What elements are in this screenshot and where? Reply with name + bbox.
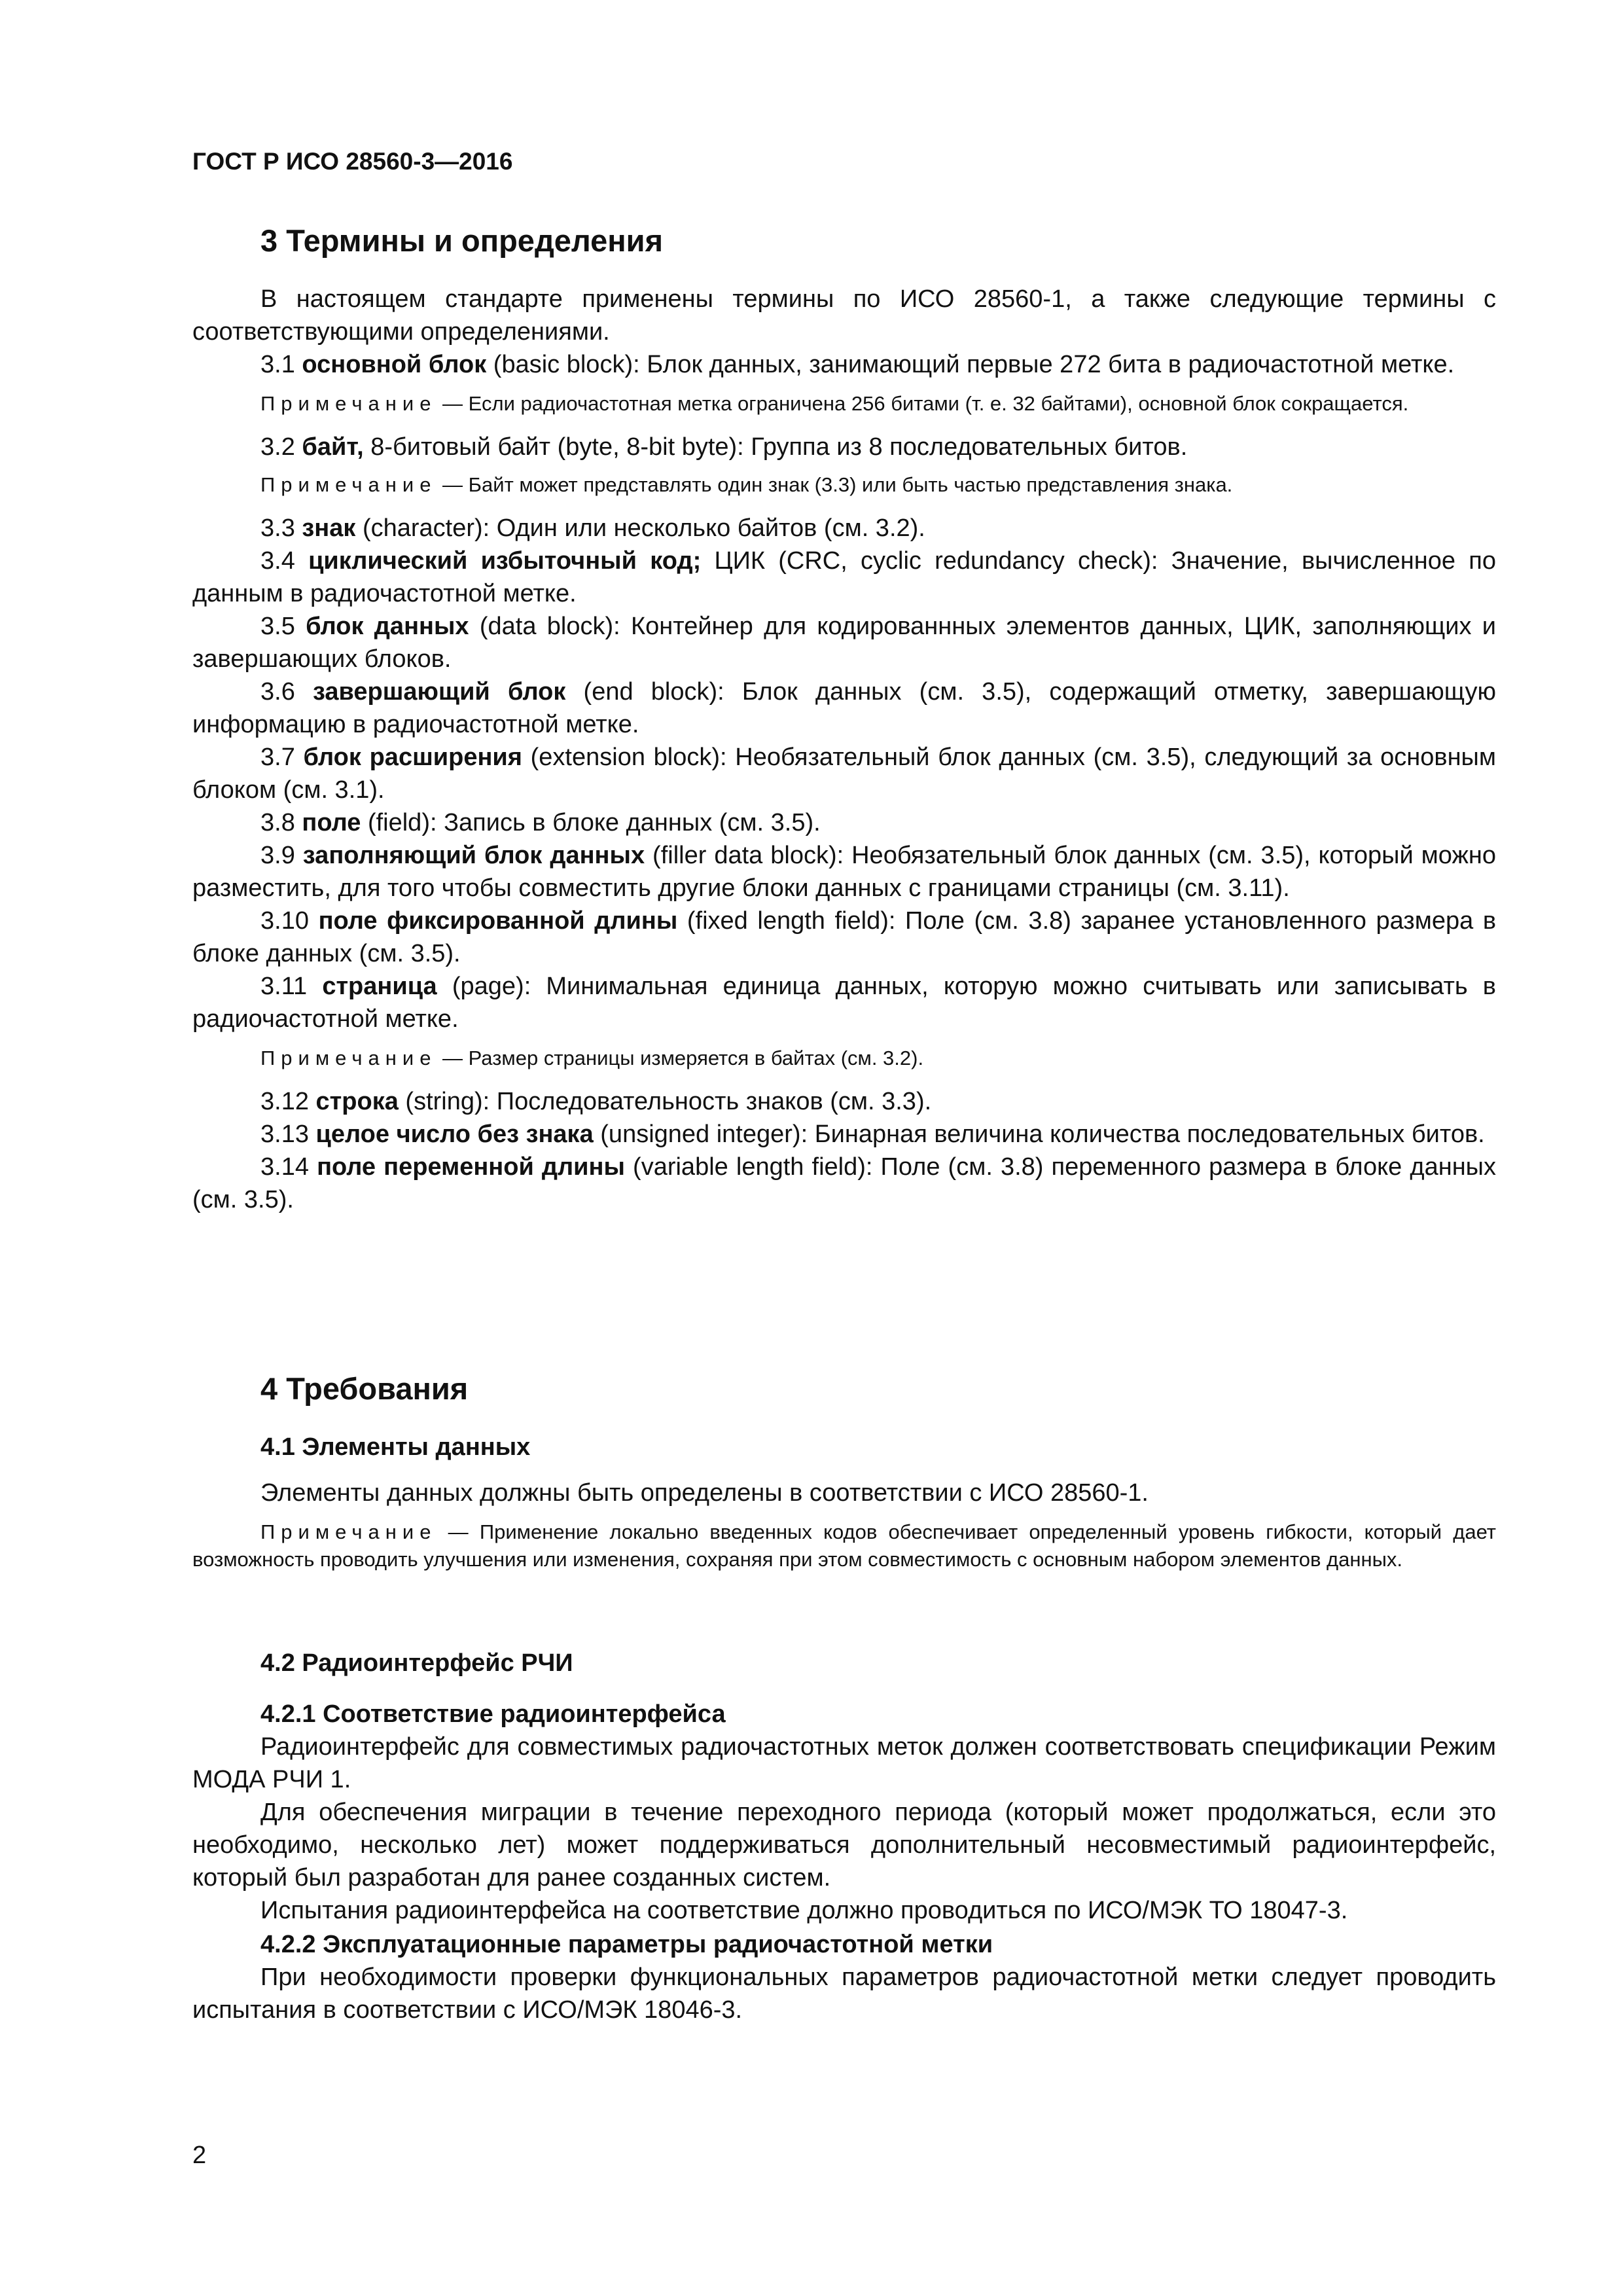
term-3-5: 3.5 блок данных (data block): Контейнер для кодированнных элементов данных, ЦИК, заполняющих и завершающих блоков. (192, 613, 1496, 673)
section-4-title: 4 Требования (260, 1371, 469, 1406)
note-3: Примечание — Размер страницы измеряется в байтах (см. 3.2). (260, 1047, 924, 1069)
section-4-2-1-title: 4.2.1 Соответствие радиоинтерфейса (260, 1700, 726, 1728)
page-number: 2 (192, 2142, 207, 2169)
section-4-2-2-title: 4.2.2 Эксплуатационные параметры радиочастотной метки (260, 1931, 993, 1958)
section-4-2-2-body (192, 1961, 1496, 2026)
term-3-14: 3.14 поле переменной длины (variable length field): Поле (см. 3.8) переменного размера в блоке данных (см. 3.5). (192, 1153, 1496, 1213)
section-4-1-body (192, 1477, 1496, 1573)
note-4: Примечание — Применение локально введенных кодов обеспечивает определенный уровень гибкости, который дает возможность проводить улучшения или изменения, сохраняя при этом совместимость с основным набором элементов данных. (192, 1520, 1496, 1571)
section-4-2-1-p1: Радиоинтерфейс для совместимых радиочастотных меток должен соответствовать спецификации Режим МОДА РЧИ 1. (192, 1733, 1496, 1793)
section-4-1-text: Элементы данных должны быть определены в соответствии с ИСО 28560-1. (260, 1479, 1149, 1507)
term-3-13: 3.13 целое число без знака (unsigned integer): Бинарная величина количества последовательных битов. (260, 1121, 1485, 1148)
term-3-12: 3.12 строка (string): Последовательность знаков (см. 3.3). (260, 1088, 932, 1115)
section-4-1-title: 4.1 Элементы данных (260, 1433, 531, 1461)
section-3-title: 3 Термины и определения (260, 223, 663, 258)
section-4-2-2-p1: При необходимости проверки функциональных параметров радиочастотной метки следует проводить испытания в соответствии с ИСО/МЭК 18046-3. (192, 1964, 1496, 2024)
term-3-1: 3.1 основной блок (basic block): Блок данных, занимающий первые 272 бита в радиочастотной метке. (260, 351, 1455, 378)
term-3-10: 3.10 поле фиксированной длины (fixed length field): Поле (см. 3.8) заранее установленного размера в блоке данных (см. 3.5). (192, 907, 1497, 967)
note-1: Примечание — Если радиочастотная метка ограничена 256 битами (т. е. 32 байтами), основной блок сокращается. (260, 392, 1409, 415)
section-3-body (192, 283, 1496, 1216)
section-4-2-title: 4.2 Радиоинтерфейс РЧИ (260, 1649, 573, 1677)
term-3-4: 3.4 циклический избыточный код; ЦИК (CRC, cyclic redundancy check): Значение, вычисленное по данным в радиочастотной метке. (192, 547, 1496, 607)
section-4-2-1-p2: Для обеспечения миграции в течение переходного периода (который может продолжаться, если это необходимо, несколько лет) может поддерживаться дополнительный несовместимый радиоинтерфейс, который был разработан для ранее созданных систем. (192, 1799, 1496, 1892)
section-3-intro: В настоящем стандарте применены термины по ИСО 28560-1, а также следующие термины с соответствующими определениями. (192, 285, 1496, 346)
term-3-8: 3.8 поле (field): Запись в блоке данных (см. 3.5). (260, 809, 821, 836)
document-header: ГОСТ Р ИСО 28560-3—2016 (192, 148, 513, 175)
term-3-2: 3.2 байт, 8-битовый байт (byte, 8-bit byte): Группа из 8 последовательных битов. (260, 433, 1188, 461)
section-4-2-1-body (192, 1731, 1496, 1927)
term-3-11: 3.11 страница (page): Минимальная единица данных, которую можно считывать или записывать в радиочастотной метке. (192, 973, 1496, 1033)
term-3-7: 3.7 блок расширения (extension block): Необязательный блок данных (см. 3.5), следующий за основным блоком (см. 3.1). (192, 744, 1496, 804)
note-2: Примечание — Байт может представлять один знак (3.3) или быть частью представления знака. (260, 473, 1233, 496)
term-3-3: 3.3 знак (character): Один или несколько байтов (см. 3.2). (260, 514, 925, 542)
term-3-9: 3.9 заполняющий блок данных (filler data block): Необязательный блок данных (см. 3.5), который можно разместить, для того чтобы совместить другие блоки данных с границами страницы (см. 3.11). (192, 842, 1497, 902)
term-3-6: 3.6 завершающий блок (end block): Блок данных (см. 3.5), содержащий отметку, завершающую информацию в радиочастотной метке. (192, 678, 1496, 738)
section-4-2-1-p3: Испытания радиоинтерфейса на соответствие должно проводиться по ИСО/МЭК ТО 18047-3. (260, 1897, 1348, 1924)
